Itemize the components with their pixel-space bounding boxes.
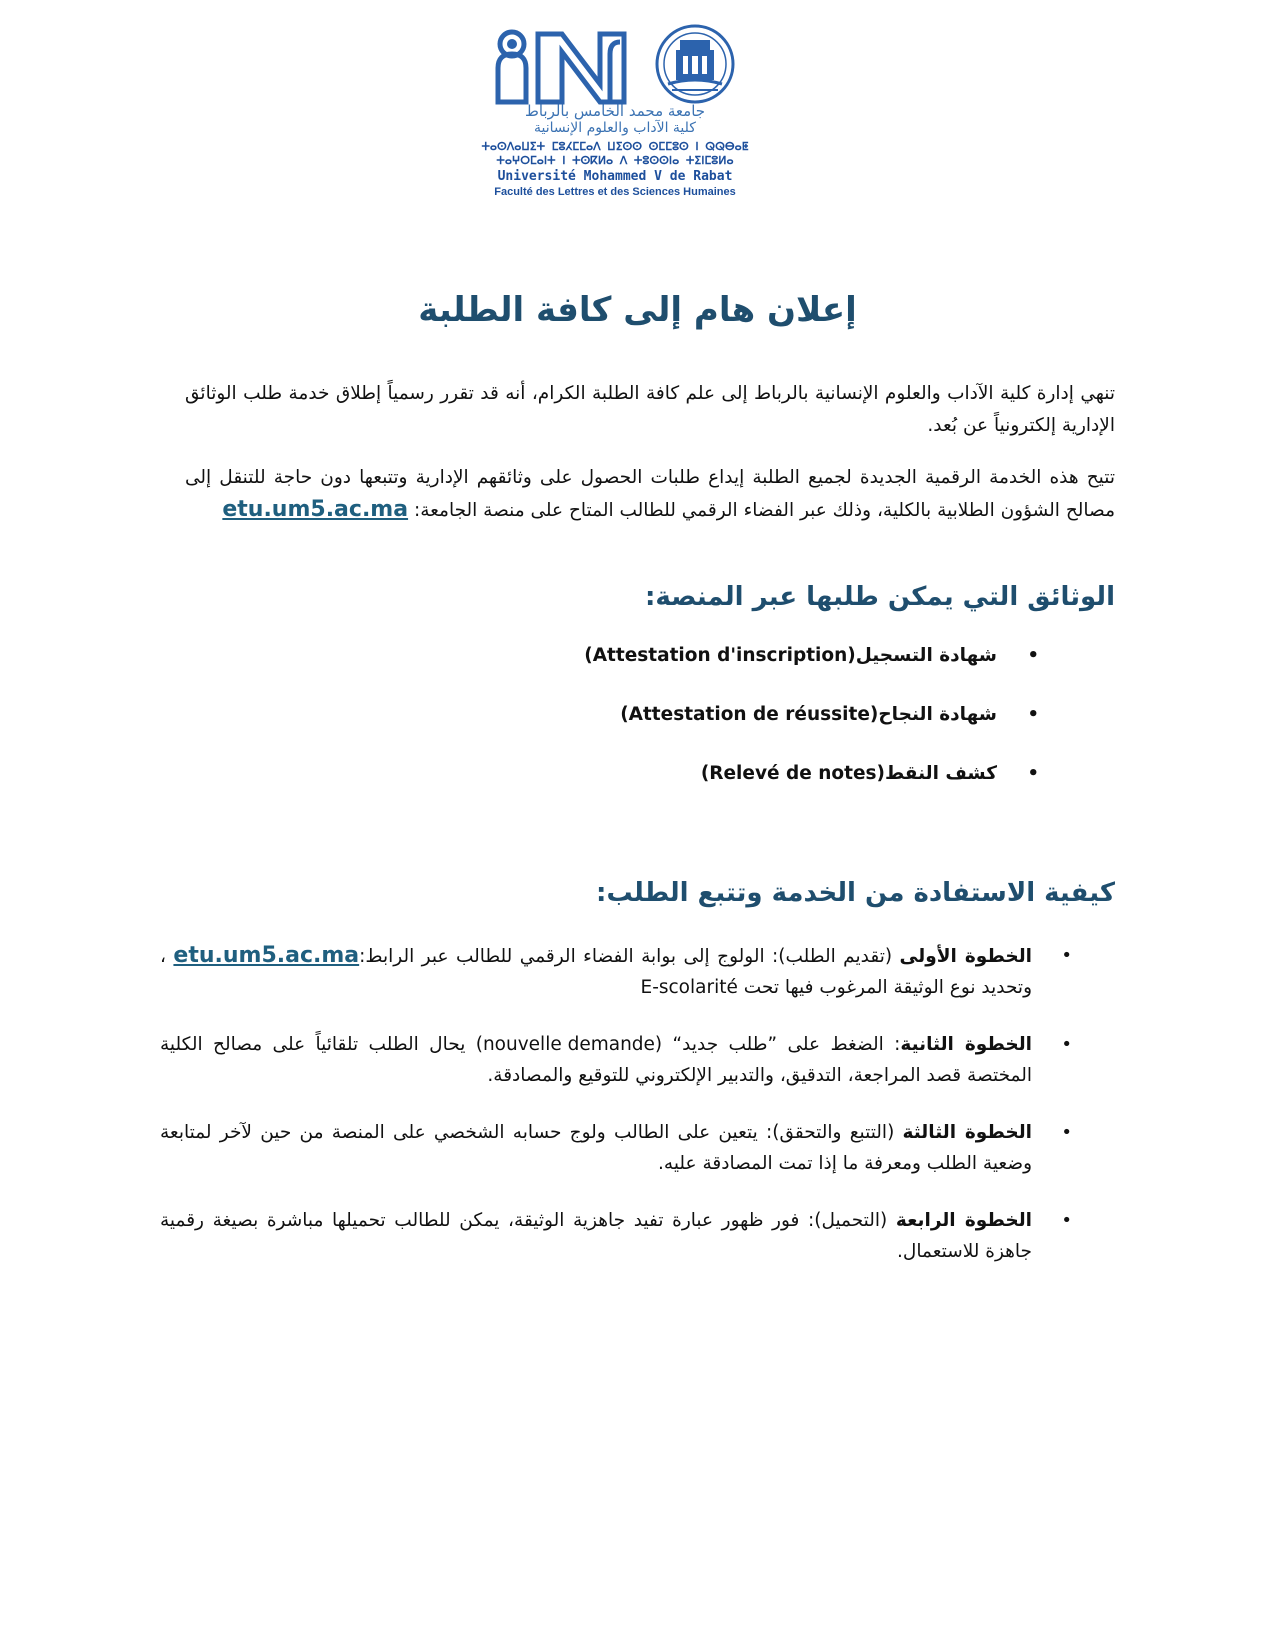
step-text-2: يحال الطلب تلقائياً على مصالح الكلية المختصة قصد المراجعة، التدقيق، والتدبير الإلكتروني للتوقيع والمصادقة.	[160, 1034, 1032, 1086]
bullet-icon: •	[1061, 1210, 1072, 1231]
logo-arabic-university-name: جامعة محمد الخامس بالرباط	[524, 102, 706, 120]
step-paren: (تقديم الطلب):	[764, 946, 900, 967]
university-emblem-icon	[490, 24, 750, 106]
list-item	[160, 940, 1072, 1003]
step-latin-term: (nouvelle demande)	[475, 1034, 663, 1055]
document-name-ar: شهادة النجاح	[878, 704, 997, 725]
documents-list	[297, 640, 1039, 817]
step-label: الخطوة الثالثة	[902, 1122, 1032, 1143]
logo-tifinagh-line-1: ⵜⴰⵙⴷⴰⵡⵉⵜ ⵎⵓⵃⵎⵎⴰⴷ ⵡⵉⵙⵙ ⵙⵎⵎⵓⵙ ⵏ ⵕⵕⴱⴰⵟ	[481, 140, 749, 153]
document-name-fr: (Attestation d'inscription)	[584, 645, 856, 666]
step-text-2: ، وتحديد نوع الوثيقة المرغوب فيها تحت	[160, 946, 1032, 998]
bullet-icon: •	[1061, 1034, 1072, 1055]
bullet-icon: •	[1027, 704, 1039, 725]
step-label: الخطوة الرابعة	[895, 1210, 1032, 1231]
list-item	[160, 1029, 1072, 1091]
list-item	[297, 640, 1039, 699]
bullet-icon: •	[1061, 945, 1072, 966]
list-item	[160, 1117, 1072, 1179]
document-name-fr: (Relevé de notes)	[700, 763, 885, 784]
steps-list	[160, 940, 1072, 1293]
logo-french-university-name: Université Mohammed V de Rabat	[497, 169, 733, 184]
step-label: الخطوة الثانية	[900, 1034, 1033, 1055]
list-item	[297, 758, 1039, 817]
document-name-ar: شهادة التسجيل	[855, 645, 997, 666]
document-name-ar: كشف النقط	[884, 763, 997, 784]
intro-paragraph-1: تنهي إدارة كلية الآداب والعلوم الإنسانية بالرباط إلى علم كافة الطلبة الكرام، أنه قد تقرر رسمياً إطلاق خدمة طلب الوثائق الإدارية إلكترونياً عن بُعد.	[185, 383, 1115, 436]
intro-paragraph-2	[185, 462, 1115, 527]
document-name-fr: (Attestation de réussite)	[620, 704, 879, 725]
announcement-title: إعلان هام إلى كافة الطلبة	[418, 290, 857, 330]
list-item	[297, 699, 1039, 758]
step-text: (التحميل): فور ظهور عبارة تفيد جاهزية الوثيقة، يمكن للطالب تحميلها مباشرة بصيغة رقمية جاهزة للاستعمال.	[160, 1210, 1032, 1262]
bullet-icon: •	[1027, 645, 1039, 666]
documents-section-heading: الوثائق التي يمكن طلبها عبر المنصة:	[645, 582, 1115, 612]
logo-arabic-faculty-name: كلية الآداب والعلوم الإنسانية	[534, 120, 696, 136]
step-text: (التتبع والتحقق): يتعين على الطالب ولوج حسابه الشخصي على المنصة من حين لآخر لمتابعة وضعية الطلب ومعرفة ما إذا تمت المصادقة عليه.	[160, 1122, 1032, 1174]
intro-paragraph-2-text: تتيح هذه الخدمة الرقمية الجديدة لجميع الطلبة إيداع طلبات الحصول على وثائقهم الإدارية وتتبعها دون حاجة للتنقل إلى مصالح الشؤون الطلابية بالكلية، وذلك عبر الفضاء الرقمي للطالب المتاح على منصة الجامعة:	[185, 467, 1115, 521]
steps-section-heading: كيفية الاستفادة من الخدمة وتتبع الطلب:	[596, 878, 1115, 908]
logo-french-faculty-name: Faculté des Lettres et des Sciences Humaines	[494, 186, 736, 198]
bullet-icon: •	[1027, 763, 1039, 784]
step-text: : الضغط على ”طلب جديد“	[662, 1034, 901, 1055]
step-label: الخطوة الأولى	[899, 946, 1032, 967]
logo-tifinagh-line-2: ⵜⴰⵖⵔⵎⴰⵏⵜ ⵏ ⵜⵙⴽⵍⴰ ⴷ ⵜⵓⵙⵙⵏⴰ ⵜⵉⵏⵎⵓⵍⴰ	[496, 154, 734, 167]
university-logo	[440, 24, 790, 198]
step-text: الولوج إلى بوابة الفضاء الرقمي للطالب عبر الرابط:	[359, 946, 765, 967]
step-latin-term: E-scolarité	[640, 977, 738, 998]
bullet-icon: •	[1061, 1122, 1072, 1143]
platform-link[interactable]: etu.um5.ac.ma	[173, 943, 360, 968]
platform-link[interactable]: etu.um5.ac.ma	[222, 497, 409, 522]
list-item	[160, 1205, 1072, 1267]
